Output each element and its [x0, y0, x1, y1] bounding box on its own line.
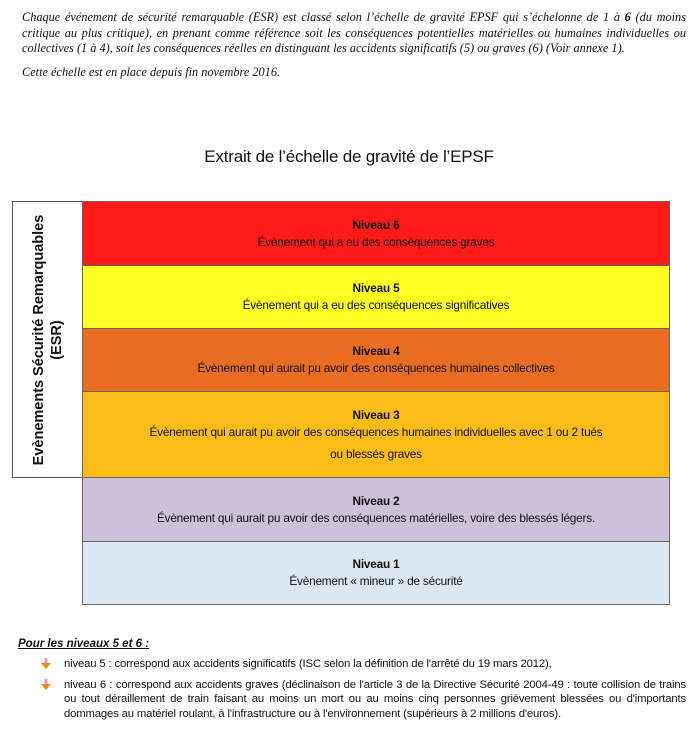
notes-list: [40, 657, 686, 727]
level-description: Évènement qui a eu des conséquences graves: [257, 234, 495, 249]
level-name: Niveau 6: [352, 217, 400, 232]
notes-heading: Pour les niveaux 5 et 6 :: [18, 638, 150, 650]
level-1-row: [82, 542, 670, 605]
level-description: Évènement qui aurait pu avoir des conséquences humaines collectives: [197, 361, 555, 375]
note-text: niveau 5 : correspond aux accidents significatifs (ISC selon la définition de l'arrêté du 19 mars 2012),: [64, 658, 552, 670]
level-description: Évènement qui a eu des conséquences significatives: [242, 298, 510, 312]
list-item: [40, 657, 686, 672]
level-name: Niveau 1: [352, 557, 400, 571]
level-description-continued: ou blessés graves: [330, 446, 422, 461]
level-4-row: [82, 329, 670, 392]
level-2-row: [82, 478, 670, 542]
intro-paragraph: [22, 10, 686, 57]
scale-since-note: Cette échelle est en place depuis fin novembre 2016.: [22, 65, 281, 79]
side-label-line-2: (ESR): [48, 319, 65, 360]
note-text: niveau 6 : correspond aux accidents graves (déclinaison de l'article 3 de la Directive Sécurité 2004-49 : toute collision de trains ou tout déraillement de train faisant au moins un mort ou au moins cinq personnes grièvement blessées ou d'importants dommages au matériel roulant, à l'infrastructure ou à l'environnement (supérieurs à 2 millions d'euros).: [64, 678, 686, 720]
level-name: Niveau 2: [352, 493, 400, 508]
level-description: Évènement qui aurait pu avoir des conséquences humaines individuelles avec 1 ou 2 tués: [149, 424, 603, 439]
level-3-row: [82, 392, 670, 478]
list-item: [40, 678, 686, 722]
level-5-row: [82, 266, 670, 329]
down-arrow-icon: [40, 679, 52, 691]
intro-text-1: Chaque événement de sécurité remarquable (ESR) est classé selon l’échelle de gravité EPSF qui s’échelonne de 1 à: [22, 10, 625, 24]
level-name: Niveau 4: [352, 344, 400, 358]
level-description: Évènement qui aurait pu avoir des conséquences matérielles, voire des blessés légers.: [156, 510, 596, 525]
level-name: Niveau 3: [352, 407, 400, 422]
scale-title: Extrait de l’échelle de gravité de l’EPSF: [204, 147, 494, 166]
level-description: Évènement « mineur » de sécurité: [289, 574, 463, 588]
down-arrow-icon: [40, 658, 52, 670]
esr-side-label-box: [12, 201, 82, 478]
level-name: Niveau 5: [352, 281, 400, 295]
severity-scale: [82, 201, 670, 605]
intro-text-2: (du moins critique au plus critique), en prenant comme référence soit les conséquences potentielles matérielles ou humaines individuelles ou collectives (1 à 4), soit les conséquences réelles en distinguant les accidents significatifs (5) ou graves (6) (Voir annexe 1).: [22, 10, 686, 55]
esr-side-label: [30, 214, 66, 465]
side-label-line-1: Evènements Sécurité Remarquables: [30, 214, 47, 465]
level-6-row: [82, 201, 670, 266]
intro-bold-six: 6: [624, 10, 631, 24]
